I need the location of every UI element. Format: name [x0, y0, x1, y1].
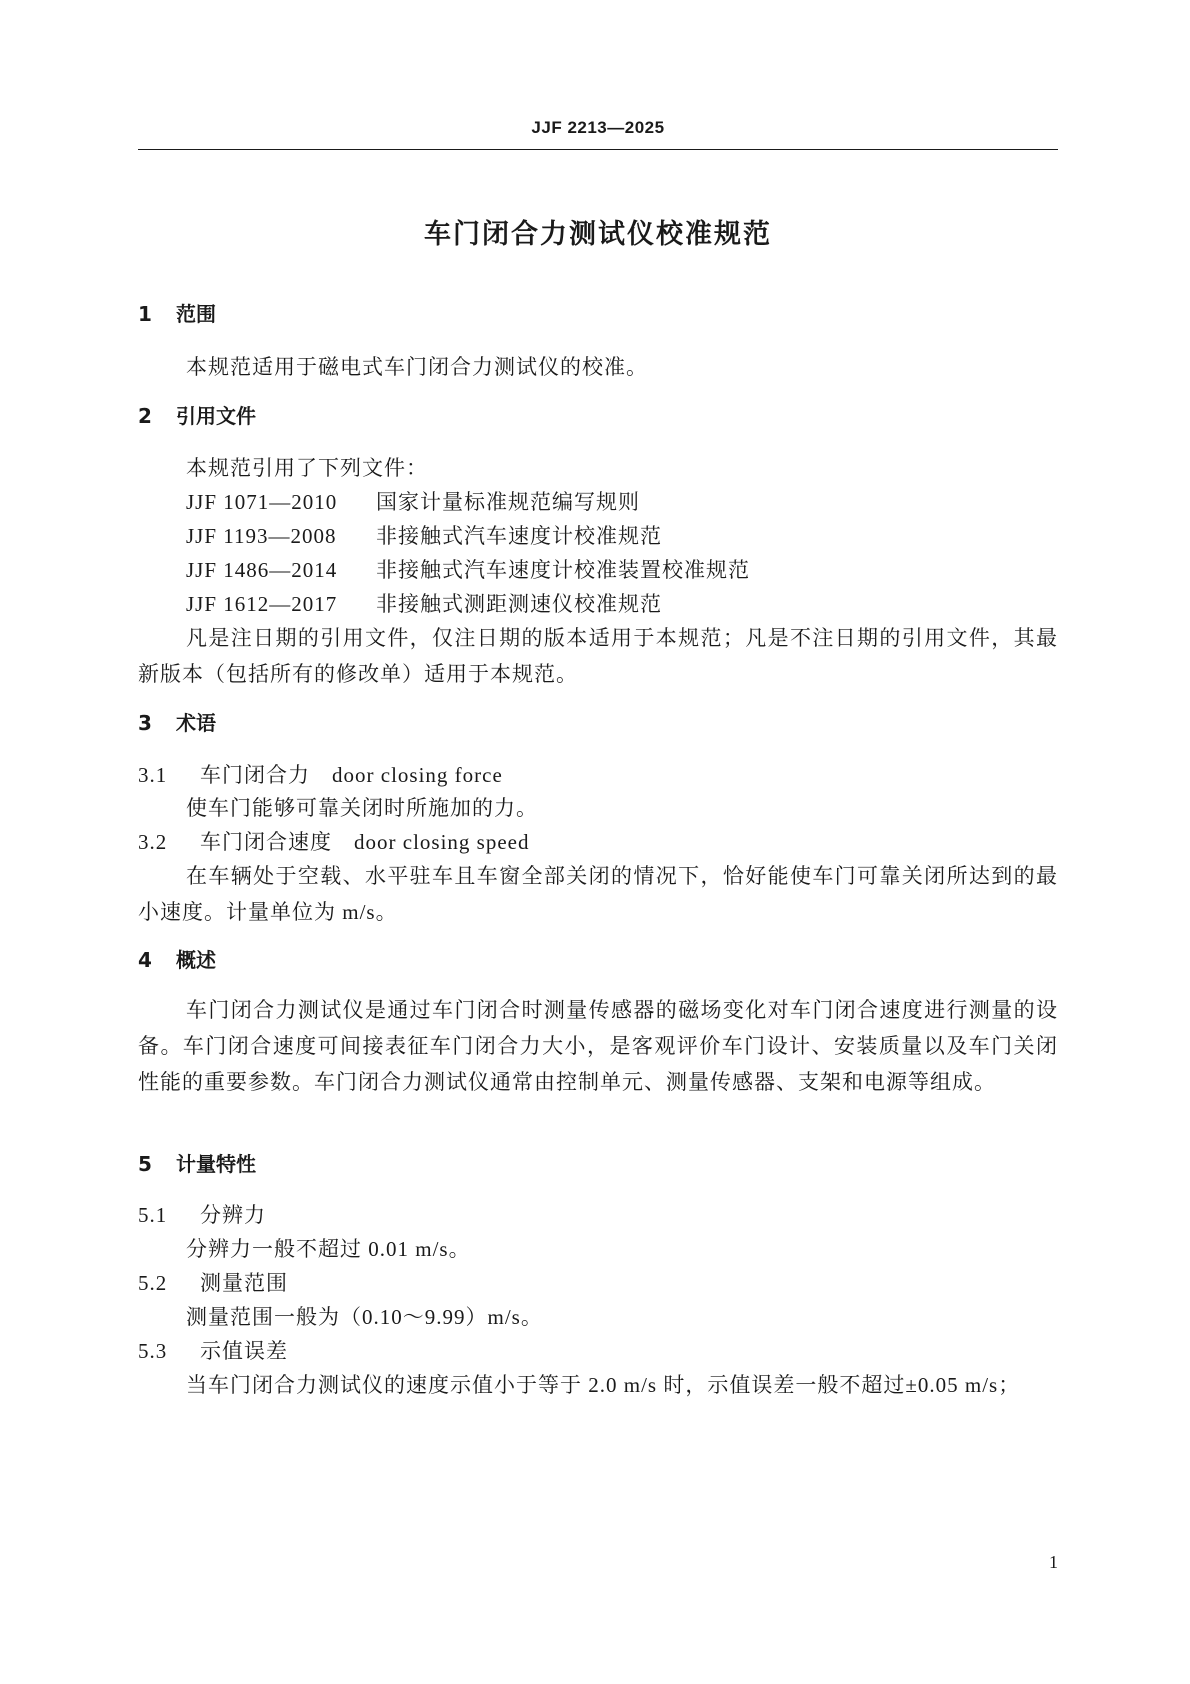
- section-number: 4: [138, 948, 152, 972]
- section-heading-scope: [138, 297, 1058, 331]
- section-number: 5: [138, 1152, 152, 1176]
- reference-title: 非接触式测距测速仪校准规范: [376, 592, 662, 616]
- section-number: 3: [138, 711, 152, 735]
- subsection-number: 5.1: [138, 1203, 168, 1227]
- section-heading-metrological: [138, 1147, 1058, 1181]
- term-english: door closing force: [332, 763, 503, 787]
- subsection-title: 分辨力: [200, 1203, 266, 1227]
- term-heading: [138, 758, 1058, 792]
- references-note: 凡是注日期的引用文件，仅注日期的版本适用于本规范；凡是不注日期的引用文件，其最新版本（包括所有的修改单）适用于本规范。: [138, 626, 1058, 686]
- reference-item: [186, 485, 1058, 519]
- header-rule: [138, 149, 1058, 150]
- reference-code: JJF 1193—2008: [186, 524, 337, 548]
- term-heading: [138, 825, 1058, 859]
- subsection-number: 5.2: [138, 1271, 168, 1295]
- term-english: door closing speed: [354, 830, 530, 854]
- section-heading-terms: [138, 706, 1058, 740]
- subsection-heading: [138, 1266, 1058, 1300]
- reference-code: JJF 1612—2017: [186, 592, 338, 616]
- reference-code: JJF 1486—2014: [186, 558, 338, 582]
- reference-code: JJF 1071—2010: [186, 490, 338, 514]
- term-definition: 在车辆处于空载、水平驻车且车窗全部关闭的情况下，恰好能使车门可靠关闭所达到的最小速度。计量单位为 m/s。: [138, 864, 1058, 924]
- document-title: 车门闭合力测试仪校准规范: [424, 219, 772, 250]
- subsection-title: 示值误差: [200, 1339, 288, 1363]
- subsection-text: 分辨力一般不超过 0.01 m/s。: [186, 1237, 471, 1261]
- subsection-title: 测量范围: [200, 1271, 288, 1295]
- section-heading-references: [138, 399, 1058, 433]
- term-name: 车门闭合力: [200, 763, 310, 787]
- term-definition: 使车门能够可靠关闭时所施加的力。: [186, 796, 538, 820]
- reference-item: [186, 553, 1058, 587]
- reference-item: [186, 587, 1058, 621]
- section-heading-overview: [138, 943, 1058, 977]
- section-title: 概述: [176, 948, 216, 972]
- page-number: 1: [1049, 1552, 1058, 1572]
- section-number: 1: [138, 302, 152, 326]
- reference-title: 国家计量标准规范编写规则: [376, 490, 640, 514]
- term-number: 3.2: [138, 830, 168, 854]
- section-title: 术语: [176, 711, 216, 735]
- section-number: 2: [138, 404, 152, 428]
- term-number: 3.1: [138, 763, 168, 787]
- section-title: 计量特性: [176, 1152, 256, 1176]
- overview-paragraph: 车门闭合力测试仪是通过车门闭合时测量传感器的磁场变化对车门闭合速度进行测量的设备。车门闭合速度可间接表征车门闭合力大小，是客观评价车门设计、安装质量以及车门关闭性能的重要参数。车门闭合力测试仪通常由控制单元、测量传感器、支架和电源等组成。: [138, 998, 1058, 1094]
- section-title: 范围: [176, 302, 216, 326]
- reference-title: 非接触式汽车速度计校准装置校准规范: [376, 558, 750, 582]
- subsection-heading: [138, 1334, 1058, 1368]
- subsection-number: 5.3: [138, 1339, 168, 1363]
- subsection-text: 测量范围一般为（0.10～9.99）m/s。: [186, 1305, 543, 1329]
- subsection-heading: [138, 1198, 1058, 1232]
- subsection-text: 当车门闭合力测试仪的速度示值小于等于 2.0 m/s 时，示值误差一般不超过±0.05 m/s；: [186, 1373, 1021, 1397]
- term-name: 车门闭合速度: [200, 830, 332, 854]
- scope-paragraph: 本规范适用于磁电式车门闭合力测试仪的校准。: [186, 355, 648, 379]
- section-title: 引用文件: [176, 404, 256, 428]
- reference-item: [186, 519, 1058, 553]
- references-intro: 本规范引用了下列文件：: [186, 456, 428, 480]
- running-header: JJF 2213—2025: [531, 118, 665, 137]
- reference-title: 非接触式汽车速度计校准规范: [376, 524, 662, 548]
